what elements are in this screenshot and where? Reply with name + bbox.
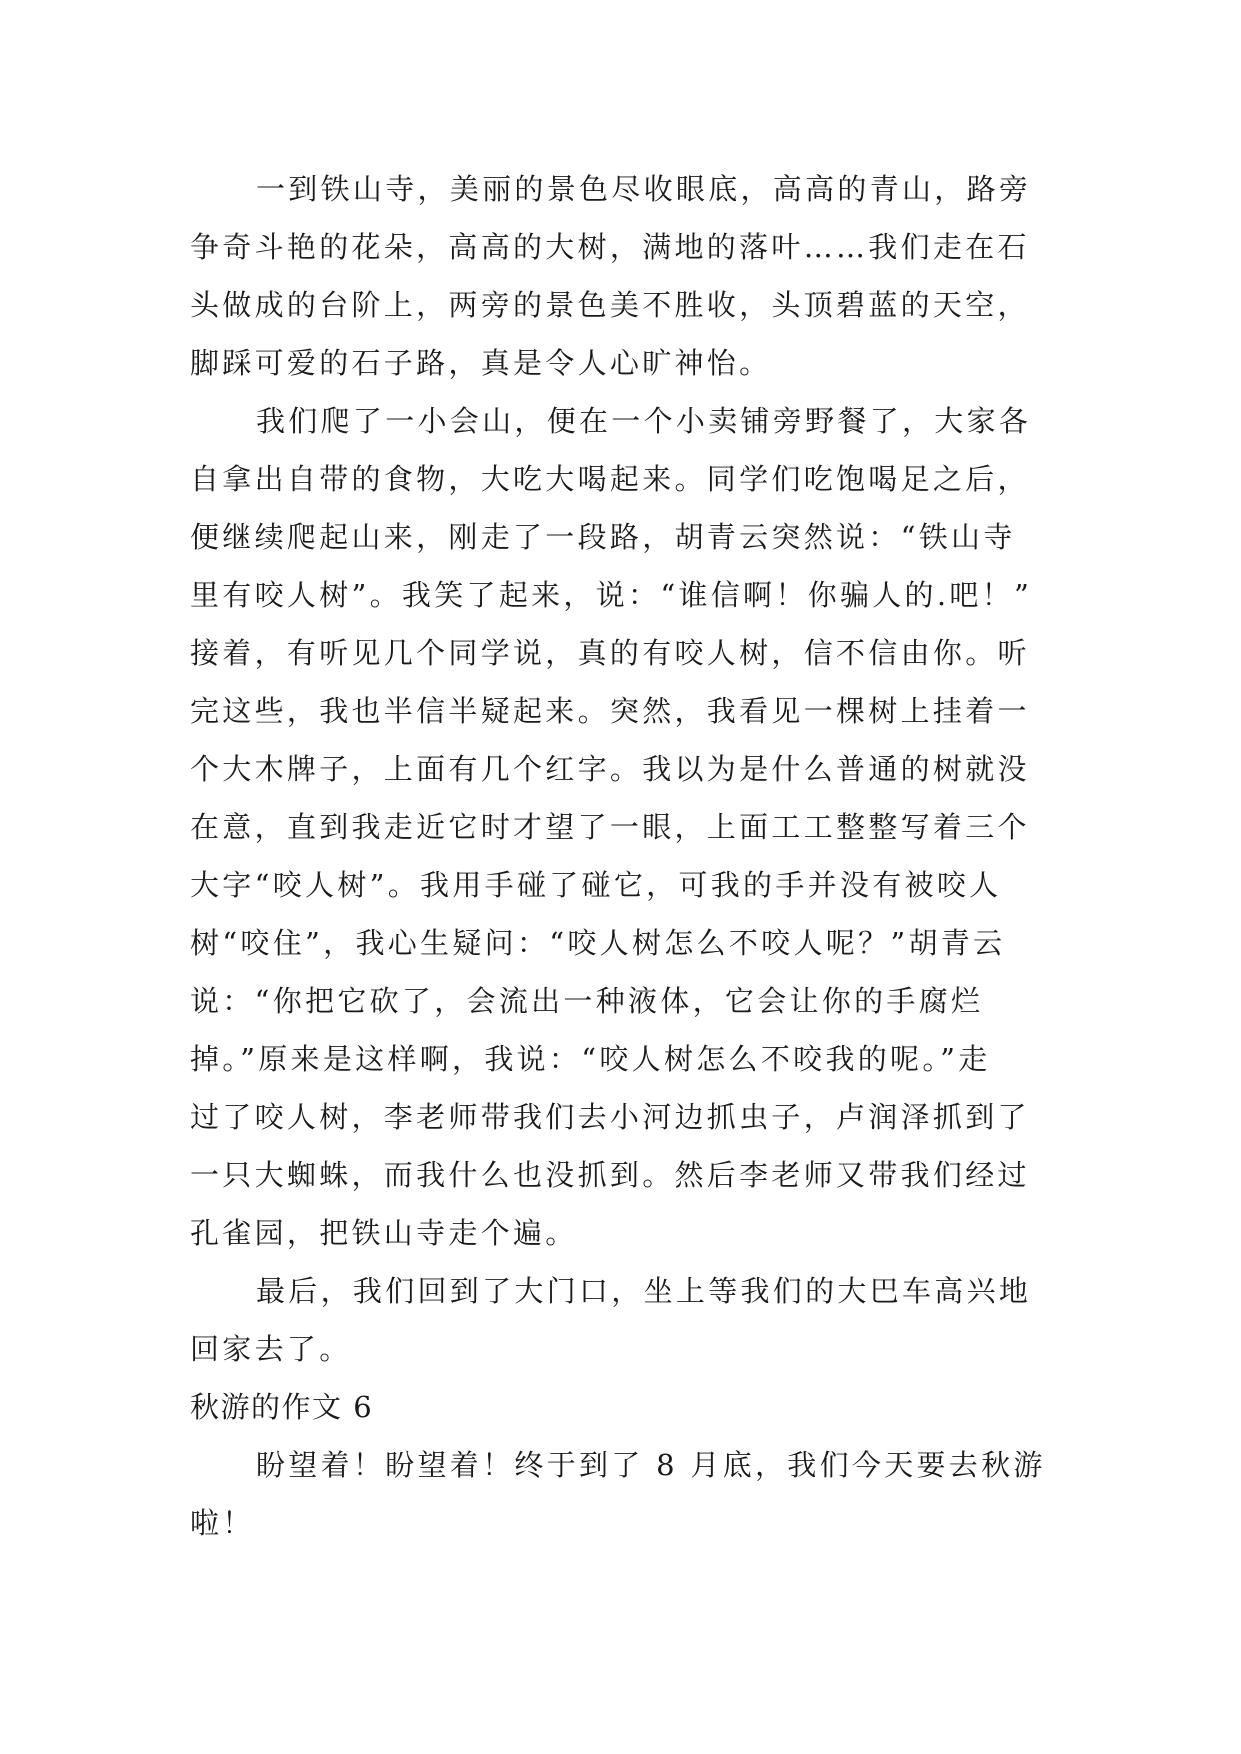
text-line: 啦！ [190,1506,255,1540]
text-line: 说：“你把它砍了，会流出一种液体，它会让你的手腐烂 [190,984,984,1018]
text-line: 过了咬人树，李老师带我们去小河边抓虫子，卢润泽抓到了 [190,1100,1030,1134]
text-line: 脚踩可爱的石子路，真是令人心旷神怡。 [190,346,772,380]
paragraph-3 [190,1262,1050,1378]
paragraph-1 [190,160,1050,392]
text-line: 一到铁山寺，美丽的景色尽收眼底，高高的青山，路旁 [256,172,1032,206]
text-line: 便继续爬起山来，刚走了一段路，胡青云突然说：“铁山寺 [190,520,1016,554]
paragraph-2 [190,392,1050,1262]
text-line: 个大木牌子，上面有几个红字。我以为是什么普通的树就没 [190,752,1030,786]
text-line: 盼望着！盼望着！终于到了 8 月底，我们今天要去秋游 [256,1448,1046,1482]
text-line: 我们爬了一小会山，便在一个小卖铺旁野餐了，大家各 [256,404,1032,438]
text-line: 完这些，我也半信半疑起来。突然，我看见一棵树上挂着一 [190,694,1030,728]
text-line: 一只大蜘蛛，而我什么也没抓到。然后李老师又带我们经过 [190,1158,1030,1192]
paragraph-4 [190,1436,1050,1552]
text-line: 树“咬住”，我心生疑问：“咬人树怎么不咬人呢？”胡青云 [190,926,1006,960]
text-line: 在意，直到我走近它时才望了一眼，上面工工整整写着三个 [190,810,1030,844]
text-line: 头做成的台阶上，两旁的景色美不胜收，头顶碧蓝的天空， [190,288,1030,322]
text-line: 争奇斗艳的花朵，高高的大树，满地的落叶……我们走在石 [190,230,1030,264]
text-line: 自拿出自带的食物，大吃大喝起来。同学们吃饱喝足之后， [190,462,1030,496]
text-line: 接着，有听见几个同学说，真的有咬人树，信不信由你。听 [190,636,1030,670]
text-line: 大字“咬人树”。我用手碰了碰它，可我的手并没有被咬人 [190,868,1002,902]
section-heading: 秋游的作文 6 [190,1390,374,1424]
text-line: 回家去了。 [190,1332,352,1366]
document-page [190,160,1050,1552]
text-line: 孔雀园，把铁山寺走个遍。 [190,1216,578,1250]
text-line: 最后，我们回到了大门口，坐上等我们的大巴车高兴地 [256,1274,1032,1308]
text-line: 掉。”原来是这样啊，我说：“咬人树怎么不咬我的呢。”走 [190,1042,991,1076]
text-line: 里有咬人树”。我笑了起来，说：“谁信啊！你骗人的.吧！” [190,578,1033,612]
